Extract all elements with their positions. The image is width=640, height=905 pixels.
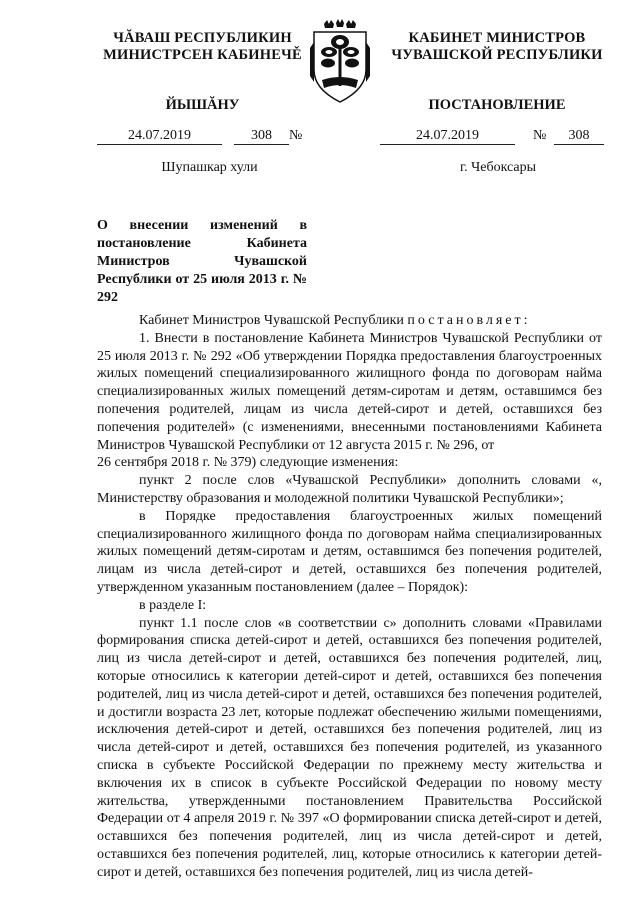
intro-text: Кабинет Министров Чувашской Республики — [139, 313, 404, 328]
place-right: г. Чебоксары — [459, 160, 537, 175]
number-left: 308 — [234, 127, 289, 145]
number-sign-right: № — [533, 128, 547, 143]
header-left-line1: ЧĂВАШ РЕСПУБЛИКИН — [113, 30, 292, 46]
header-right-line1: КАБИНЕТ МИНИСТРОВ — [408, 30, 586, 46]
document-body — [97, 312, 602, 882]
header-right-organization — [378, 30, 616, 64]
date-left: 24.07.2019 — [97, 127, 222, 145]
header-right-line2: ЧУВАШСКОЙ РЕСПУБЛИКИ — [391, 47, 603, 63]
intro-spaced-word: постановляет: — [407, 313, 531, 328]
header-left-title: ЙЫШĂНУ — [165, 97, 240, 113]
dateline-right — [380, 127, 616, 147]
place-left: Шупашкар хули — [161, 160, 258, 175]
coat-of-arms-icon — [308, 18, 372, 106]
date-right: 24.07.2019 — [380, 127, 515, 145]
dateline-left — [97, 127, 322, 147]
paragraph-4: в разделе I: — [139, 597, 207, 613]
number-right: 308 — [554, 127, 604, 145]
number-sign-left: № — [289, 128, 303, 143]
paragraph-2: пункт 2 после слов «Чувашской Республики» дополнить словами «, Министерству образования и молодежной политики Чувашской Республики»; — [97, 473, 602, 506]
paragraph-5: пункт 1.1 после слов «в соответствии с» дополнить словами «Правилами формирования списка детей-сирот и детей, оставшихся без попечения родителей, лиц из числа детей-сирот и детей, оставшихся без попечения родителей, лиц, которые относились к категории детей-сирот и детей, оставшихся без попечения родителей, лиц из числа детей-сирот и детей, оставшихся без попечения родителей, и достигли возраста 23 лет, которые подлежат обеспечению жилыми помещениями, исключения детей-сирот и детей, оставшихся без попечения родителей, лиц из числа детей-сирот и детей, оставшихся без попечения родителей, из указанного списка в субъекте Российской Федерации по прежнему месту жительства и включения их в список в субъекте Российской Федерации по новому месту жительства, утвержденными постановлением Правительства Российской Федерации от 4 апреля 2019 г. № 397 «О формировании списка детей-сирот и детей, оставшихся без попечения родителей, лиц из числа детей-сирот и детей, оставшихся без попечения родителей, лиц, которые относились к категории детей-сирот и детей, оставшихся без попечения родителей, лиц из числа детей- — [97, 615, 602, 880]
paragraph-1-continuation: 26 сентября 2018 г. № 379) следующие изменения: — [97, 455, 399, 471]
body-intro — [97, 312, 602, 330]
header-left-line2: МИНИСТРСЕН КАБИНЕЧĚ — [103, 47, 302, 63]
header-left-organization — [95, 30, 310, 64]
document-subject: О внесении изменений в постановление Кабинета Министров Чувашской Республики от 25 июля 2013 г. № 292 — [97, 218, 307, 305]
paragraph-3: в Порядке предоставления благоустроенных жилых помещений специализированного жилищного фонда по договорам найма специализированных жилых помещений детям-сиротам и детям, оставшимся без попечения родителей, лицам из числа детей-сирот и детей, оставшихся без попечения родителей, утвержденном указанным постановлением (далее – Порядок): — [97, 508, 602, 595]
header-right-title: ПОСТАНОВЛЕНИЕ — [428, 97, 566, 113]
paragraph-1: 1. Внести в постановление Кабинета Министров Чувашской Республики от 25 июля 2013 г. № 292 «Об утверждении Порядка предоставления благоустроенных жилых помещений специализированного жилищного фонда по договорам найма специализированных жилых помещений детям-сиротам и детям, оставшимся без попечения родителей, лицам из числа детей-сирот и детей, оставшихся без попечения родителей» (с изменениями, внесенными постановлениями Кабинета Министров Чувашской Республики от 12 августа 2015 г. № 296, от — [97, 330, 602, 453]
